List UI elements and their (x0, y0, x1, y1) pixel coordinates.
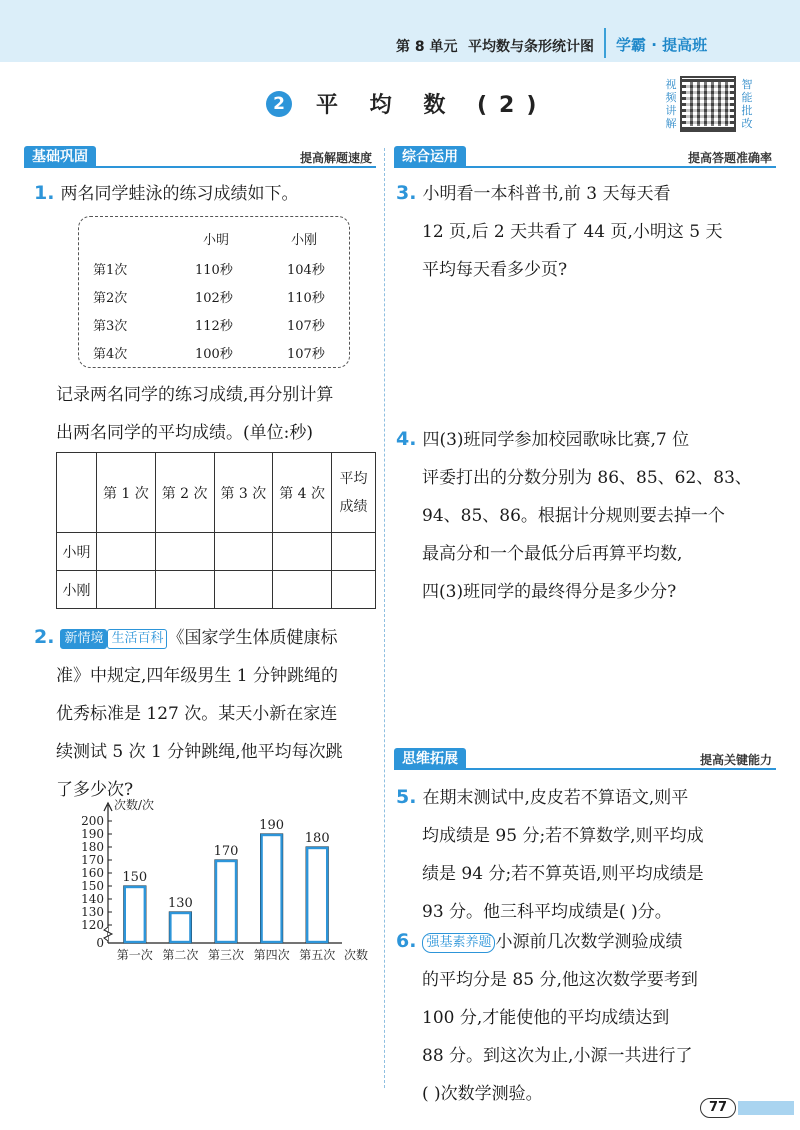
q1-box-row-label: 第1次 (93, 263, 128, 278)
q6-number: 6. (396, 930, 417, 952)
q3-line: 12 页,后 2 天共看了 44 页,小明这 5 天 (422, 222, 723, 242)
q1-box-cell: 104秒 (287, 263, 325, 278)
q2-tag-life: 生活百科 (107, 629, 167, 649)
table-corner-cell (57, 453, 97, 533)
answer-cell[interactable] (332, 571, 376, 609)
x-tick-label: 第三次 (207, 948, 245, 962)
q2-line-text: 《国家学生体质健康标 (167, 628, 338, 648)
answer-cell[interactable] (214, 533, 273, 571)
y-tick-label: 200 (81, 814, 104, 828)
bar (169, 912, 191, 943)
q1-answer-table (56, 452, 376, 609)
q1-instruction-line: 记录两名同学的练习成绩,再分别计算 (56, 385, 334, 405)
bar (215, 860, 237, 943)
q1-instruction-line: 出两名同学的平均成绩。(单位:秒) (56, 423, 313, 443)
q5-line: 均成绩是 95 分;若不算数学,则平均成 (422, 826, 704, 846)
q4-line: 四(3)班同学的最终得分是多少分? (422, 582, 677, 602)
q2-tag-new: 新情境 (60, 629, 107, 649)
bar-value-label: 170 (213, 844, 239, 859)
q4-line: 94、85、86。根据计分规则要去掉一个 (422, 506, 725, 526)
q4-number: 4. (396, 428, 417, 450)
q3-stem (396, 174, 723, 289)
table-header-cell: 第 1 次 (97, 453, 156, 533)
q1-stem-text: 两名同学蛙泳的练习成绩如下。 (60, 184, 299, 204)
answer-cell[interactable] (97, 571, 156, 609)
column-divider (384, 148, 385, 1088)
page-header (0, 0, 800, 62)
answer-cell[interactable] (214, 571, 273, 609)
q1-box-col-header: 小明 (203, 233, 230, 248)
q2-line (34, 618, 379, 657)
qr-code-icon[interactable] (680, 76, 736, 132)
q4-line (396, 420, 752, 459)
table-header-cell: 第 4 次 (273, 453, 332, 533)
q2-bar-chart (60, 795, 380, 975)
header-divider (604, 28, 606, 58)
q2-line: 续测试 5 次 1 分钟跳绳,他平均每次跳 (56, 742, 343, 762)
bar-value-label: 130 (167, 896, 193, 911)
q1-box-cell: 100秒 (195, 347, 233, 362)
q1-box-row-label: 第2次 (93, 291, 128, 306)
y-tick-label: 190 (81, 827, 104, 841)
section-thinking-tag: 思维拓展 (394, 748, 466, 770)
section-applied-tag: 综合运用 (394, 146, 466, 168)
section-applied (394, 146, 776, 168)
q3-line (396, 174, 723, 213)
bar (306, 847, 328, 943)
q1-number: 1. (34, 182, 55, 204)
q1-box-cell: 112秒 (195, 319, 233, 334)
table-header-cell: 第 3 次 (214, 453, 273, 533)
y-tick-label: 0 (96, 936, 104, 950)
q1-box-cell: 107秒 (287, 319, 325, 334)
brand-label: 学霸 · 提高班 (616, 36, 708, 54)
q6-tag: 强基素养题 (422, 933, 495, 953)
q1-box-cell: 110秒 (287, 291, 325, 306)
q5-line: 绩是 94 分;若不算英语,则平均成绩是 (422, 864, 704, 884)
section-thinking-hint: 提高关键能力 (699, 753, 772, 767)
x-axis-label: 次数 (344, 948, 369, 962)
bar (124, 886, 146, 943)
q5-stem (396, 778, 704, 931)
section-basic-tag: 基础巩固 (24, 146, 96, 168)
table-header-average-line: 成绩 (339, 498, 368, 515)
page-number: 77 (700, 1098, 736, 1118)
q6-stem (396, 922, 698, 1113)
q6-line (396, 922, 698, 961)
q6-line: 100 分,才能使他的平均成绩达到 (422, 1008, 670, 1028)
q3-number: 3. (396, 182, 417, 204)
answer-cell[interactable] (273, 571, 332, 609)
answer-cell[interactable] (155, 571, 214, 609)
x-tick-label: 第四次 (253, 948, 290, 962)
q3-line-text: 小明看一本科普书,前 3 天每天看 (422, 184, 671, 204)
section-thinking (394, 748, 776, 770)
qr-right-label: 智能批改 (741, 78, 753, 130)
bar (261, 834, 283, 943)
unit-topic: 平均数与条形统计图 (468, 39, 594, 55)
table-row-label: 小明 (57, 533, 97, 571)
page-number-block (700, 1098, 800, 1120)
q1-box-row-label: 第3次 (93, 319, 128, 334)
y-tick-label: 180 (81, 840, 104, 854)
y-tick-label: 150 (81, 879, 104, 893)
q1-box-cell: 102秒 (195, 291, 233, 306)
q1-instruction (56, 376, 333, 452)
q2-line: 优秀标准是 127 次。某天小新在家连 (56, 704, 338, 724)
answer-cell[interactable] (155, 533, 214, 571)
y-axis-label: 次数/次 (114, 798, 155, 812)
section-applied-hint: 提高答题准确率 (687, 151, 772, 165)
q4-line: 评委打出的分数分别为 86、85、62、83、 (422, 468, 752, 488)
qr-left-label: 视频讲解 (665, 78, 677, 130)
bar-value-label: 150 (122, 870, 148, 885)
q6-line: 88 分。到这次为止,小源一共进行了 (422, 1046, 693, 1066)
q6-answer-line[interactable]: ( )次数学测验。 (422, 1084, 543, 1104)
x-tick-label: 第五次 (299, 948, 336, 962)
bar-value-label: 180 (304, 831, 330, 846)
q1-stem (34, 174, 298, 213)
q5-line (396, 778, 704, 817)
answer-cell[interactable] (332, 533, 376, 571)
q2-stem (34, 618, 379, 809)
table-header-average-line: 平均 (339, 470, 368, 487)
q2-line: 准》中规定,四年级男生 1 分钟跳绳的 (56, 666, 339, 686)
section-basic (24, 146, 376, 168)
y-tick-label: 120 (81, 918, 104, 932)
page-number-bar (738, 1101, 794, 1115)
table-header-cell: 第 2 次 (155, 453, 214, 533)
q2-number: 2. (34, 626, 55, 648)
q1-box-col-header: 小刚 (291, 233, 318, 248)
answer-cell[interactable] (97, 533, 156, 571)
q6-line-text: 小源前几次数学测验成绩 (495, 932, 683, 952)
q2-line: 了多少次? (56, 780, 134, 800)
table-header-cell-average (332, 453, 376, 533)
y-axis-break (104, 927, 112, 941)
y-tick-label: 160 (81, 866, 104, 880)
lesson-title-block (266, 88, 548, 119)
lesson-number-badge: 2 (266, 91, 292, 117)
y-tick-label: 170 (81, 853, 104, 867)
q5-line-text: 在期末测试中,皮皮若不算语文,则平 (422, 788, 689, 808)
q1-box-cell: 110秒 (195, 263, 233, 278)
x-tick-label: 第二次 (162, 948, 199, 962)
q1-box-cell: 107秒 (287, 347, 325, 362)
x-tick-label: 第一次 (116, 948, 153, 962)
bar-value-label: 190 (259, 818, 285, 833)
q4-line: 最高分和一个最低分后再算平均数, (422, 544, 683, 564)
lesson-title: 平 均 数 (2) (316, 93, 549, 118)
q6-line: 的平均分是 85 分,他这次数学要考到 (422, 970, 698, 990)
q4-line-text: 四(3)班同学参加校园歌咏比赛,7 位 (422, 430, 690, 450)
qr-block[interactable] (664, 76, 774, 134)
q4-stem (396, 420, 752, 611)
y-tick-label: 140 (81, 892, 104, 906)
answer-cell[interactable] (273, 533, 332, 571)
y-tick-label: 130 (81, 905, 104, 919)
q5-number: 5. (396, 786, 417, 808)
section-basic-hint: 提高解题速度 (299, 151, 372, 165)
q3-line: 平均每天看多少页? (422, 260, 568, 280)
q1-box-row-label: 第4次 (93, 347, 128, 362)
q5-answer-line[interactable]: 93 分。他三科平均成绩是( )分。 (422, 902, 672, 922)
unit-label: 第 8 单元 (396, 39, 458, 55)
q1-score-box (78, 216, 350, 368)
table-row-label: 小刚 (57, 571, 97, 609)
